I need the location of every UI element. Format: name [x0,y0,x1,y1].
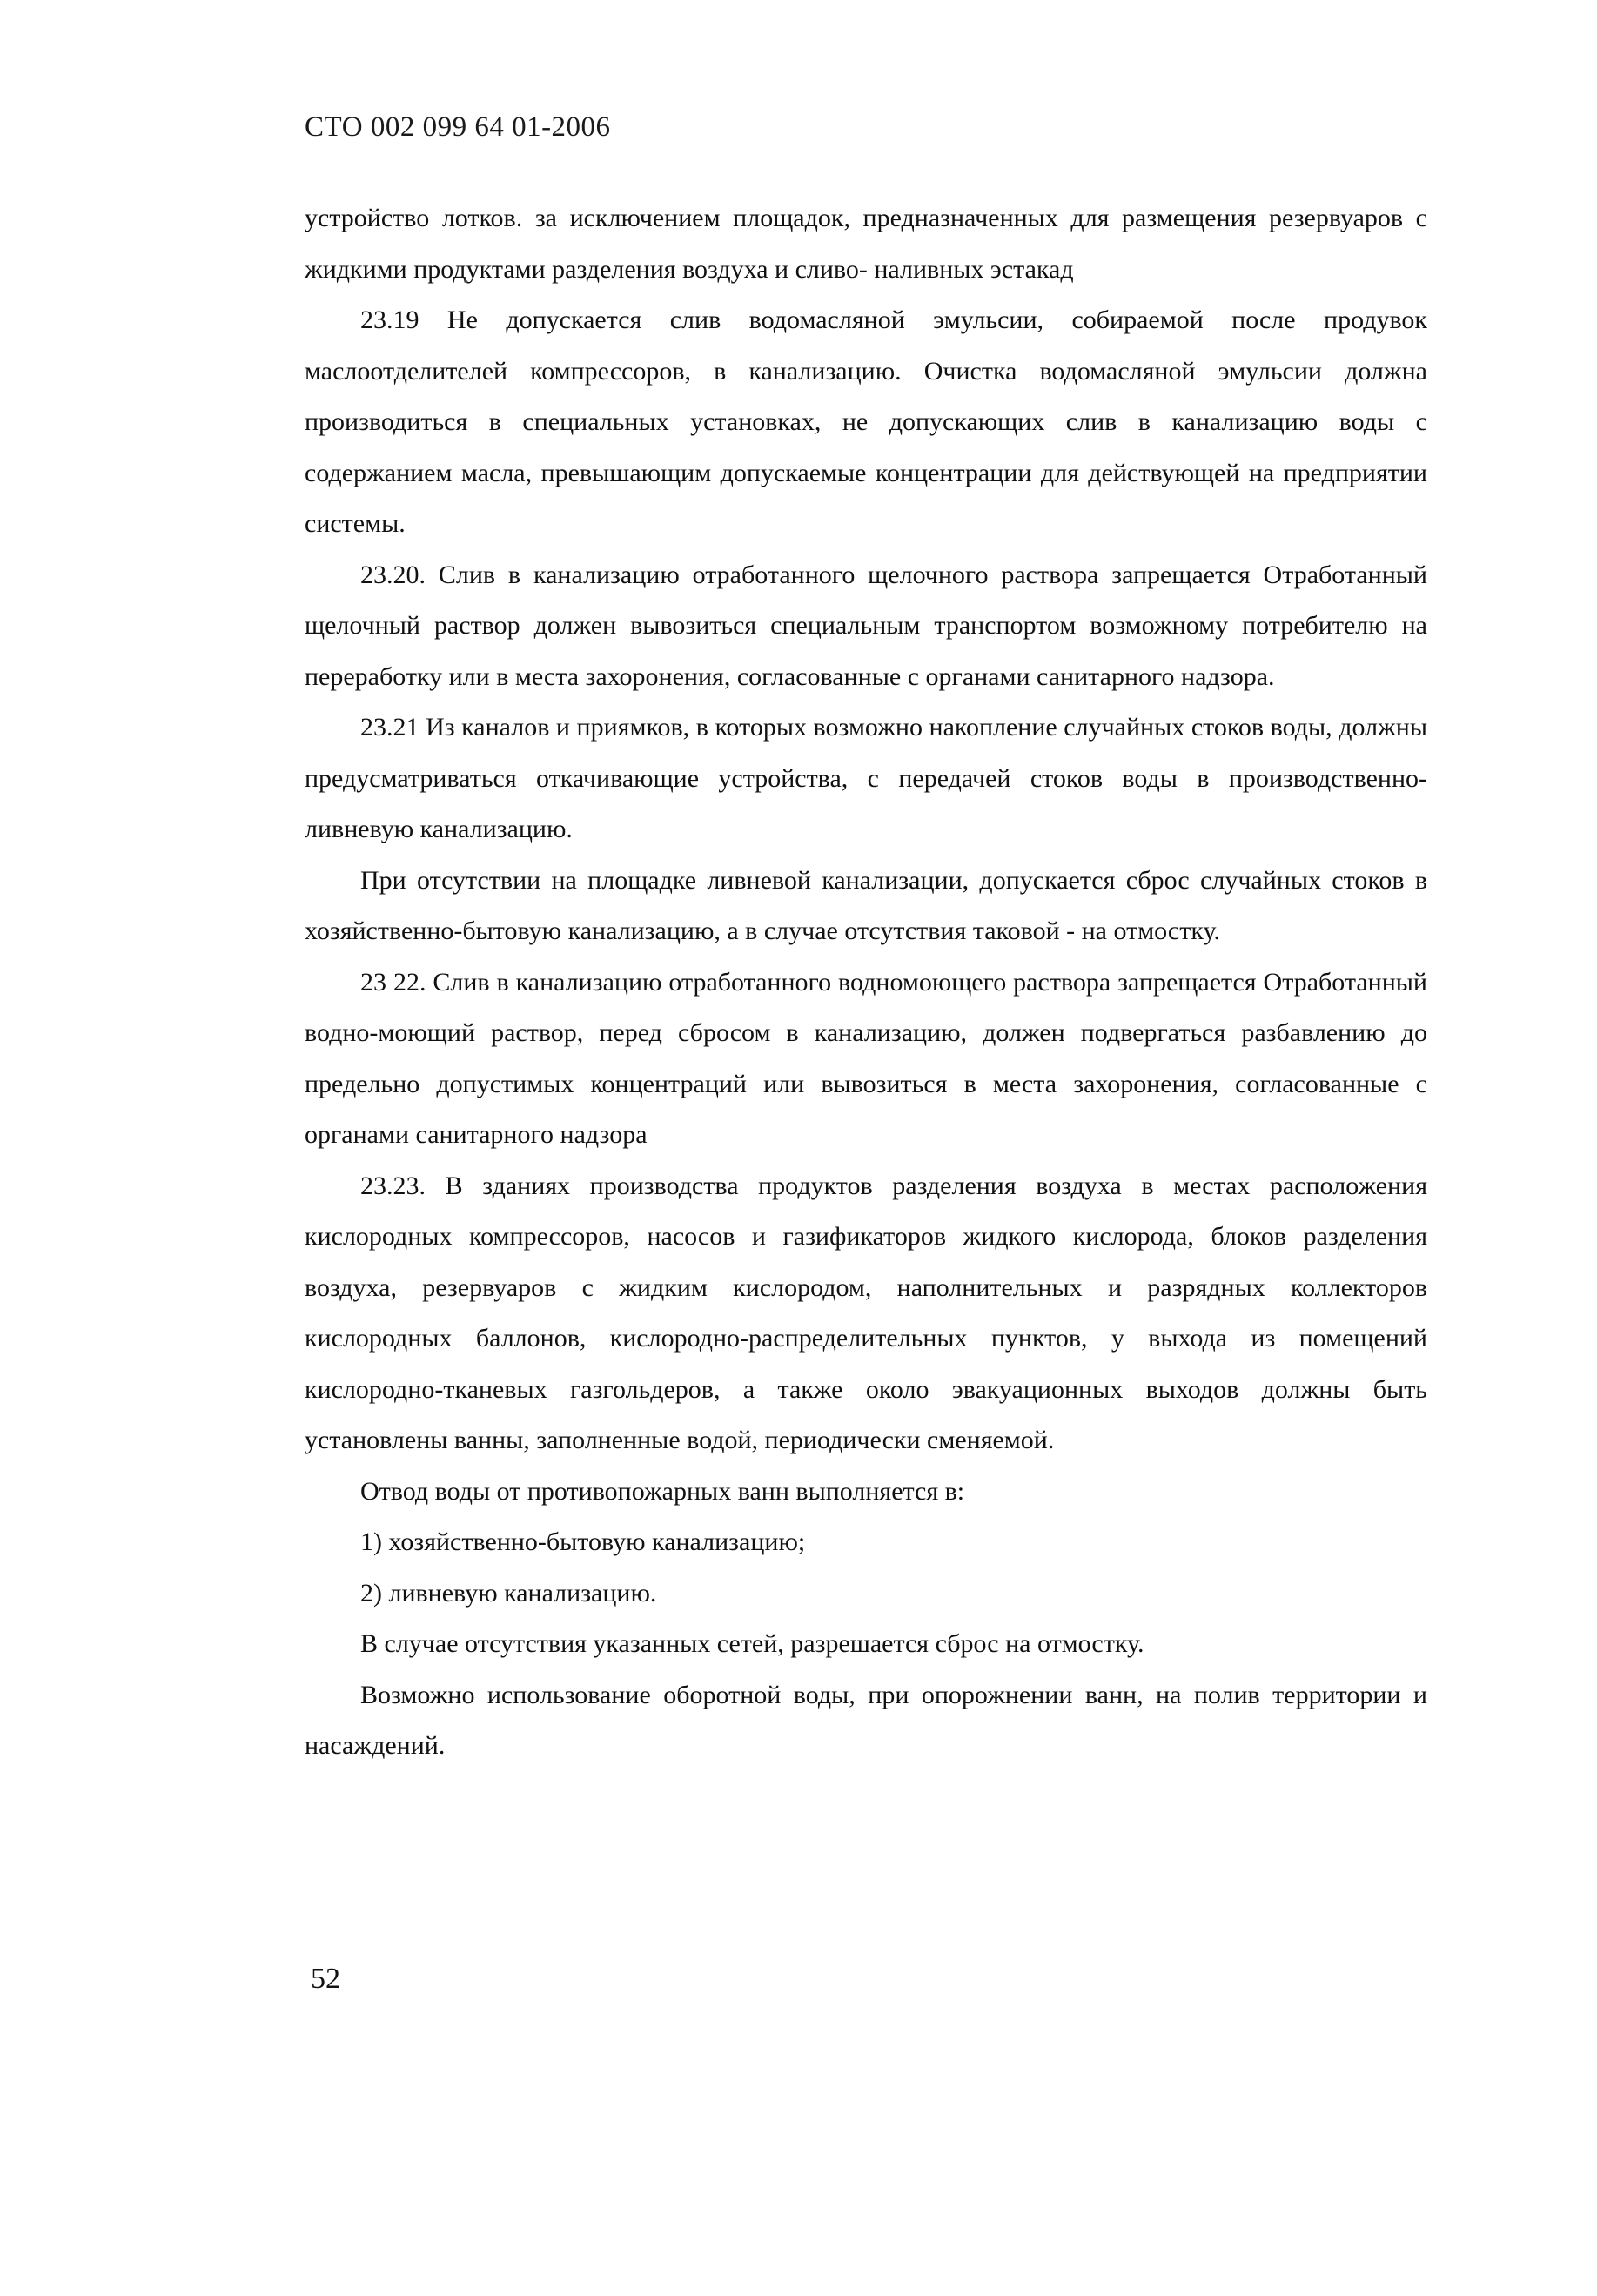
paragraph-23-20: 23.20. Слив в канализацию отработанного щелочного раствора запрещается Отработанный щелочный раствор должен вывозиться специальным транспортом возможному потребителю на переработку или в места захоронения, согласованные с органами санитарного надзора. [305,560,1427,691]
paragraph-23-21: 23.21 Из каналов и приямков, в которых возможно накопление случайных стоков воды, должны предусматриваться откачивающие устройства, с передачей стоков воды в производственно-ливневую канализацию. [305,713,1427,843]
list-item-2: 2) ливневую канализацию. [360,1578,657,1608]
page-number: 52 [311,1963,340,1995]
paragraph-23-22: 23 22. Слив в канализацию отработанного водномоющего раствора запрещается Отработанный водно-моющий раствор, перед сбросом в канализацию, должен подвергаться разбавлению до предельно допустимых концентраций или вывозиться в места захоронения, согласованные с органами санитарного надзора [305,967,1427,1149]
paragraph-no-networks: В случае отсутствия указанных сетей, разрешается сброс на отмостку. [360,1629,1144,1658]
paragraph-drainage-intro: Отвод воды от противопожарных ванн выполняется в: [360,1476,965,1506]
paragraph-recycled-water: Возможно использование оборотной воды, при опорожнении ванн, на полив территории и насаждений. [305,1680,1427,1760]
paragraph-23-19: 23.19 Не допускается слив водомасляной эмульсии, собираемой после продувок маслоотделителей компрессоров, в канализацию. Очистка водомасляной эмульсии должна производиться в специальных установках, не допускающих слив в канализацию воды с содержанием масла, превышающим допускаемые концентрации для действующей на предприятии системы. [305,305,1427,538]
document-body [305,193,1427,1772]
paragraph-continuation: устройство лотков. за исключением площадок, предназначенных для размещения резервуаров с жидкими продуктами разделения воздуха и сливо- наливных эстакад [305,204,1427,284]
paragraph-23-21-note: При отсутствии на площадке ливневой канализации, допускается сброс случайных стоков в хозяйственно-бытовую канализацию, а в случае отсутствия таковой - на отмостку. [305,865,1427,945]
list-item-1: 1) хозяйственно-бытовую канализацию; [360,1527,806,1556]
document-header: СТО 002 099 64 01-2006 [305,111,611,143]
paragraph-23-23: 23.23. В зданиях производства продуктов разделения воздуха в местах расположения кислородных компрессоров, насосов и газификаторов жидкого кислорода, блоков разделения воздуха, резервуаров с жидким кислородом, наполнительных и разрядных коллекторов кислородных баллонов, кислородно-распределительных пунктов, у выхода из помещений кислородно-тканевых газгольдеров, а также около эвакуационных выходов должны быть установлены ванны, заполненные водой, периодически сменяемой. [305,1171,1427,1454]
